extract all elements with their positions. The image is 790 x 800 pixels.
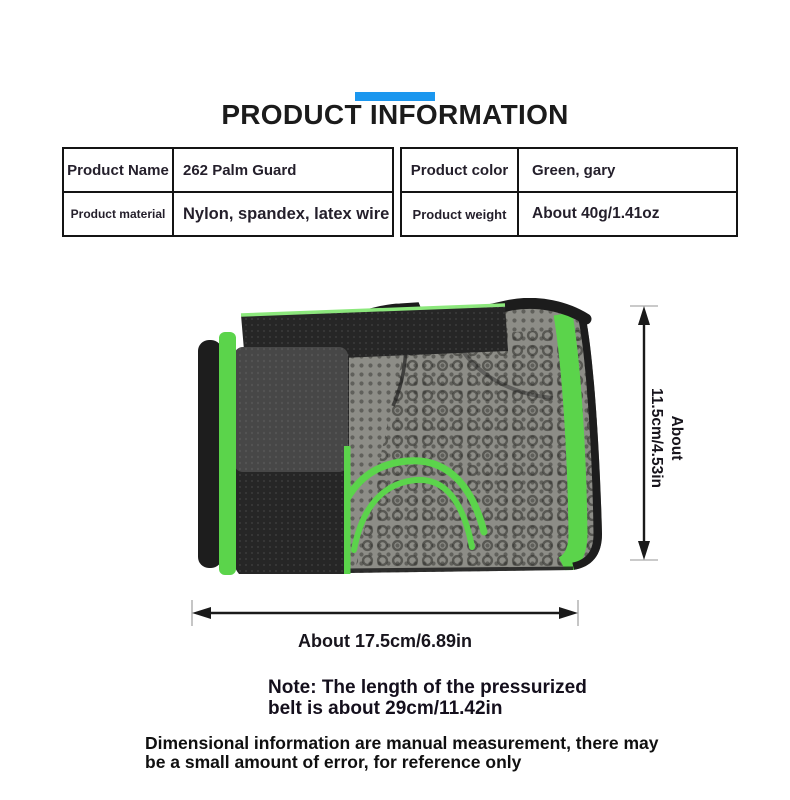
height-label-line1: About [668,415,685,461]
page-title: PRODUCT INFORMATION [221,99,569,130]
arrow-head-left [192,607,211,619]
left-edge-trim [198,340,222,568]
product-name-value: 262 Palm Guard [173,148,393,192]
arrow-head-down [638,541,650,560]
note-line2: belt is about 29cm/11.42in [268,698,503,719]
height-dimension-label [642,378,686,498]
table-row [63,148,393,192]
product-material-label: Product material [63,192,173,236]
width-dimension-arrow [186,599,584,627]
disclaimer-line2: be a small amount of error, for reference only [145,752,522,772]
measurement-disclaimer [145,734,659,772]
table-row [401,192,737,236]
arrow-head-right [559,607,578,619]
note-line1: Note: The length of the pressurized [268,677,587,698]
pressurized-belt-note [268,677,587,719]
bottom-edge-trim [345,570,573,572]
left-green-stripe [219,332,236,575]
strap-edge-green-line [344,446,351,574]
table-row [63,192,393,236]
disclaimer-line1: Dimensional information are manual measurement, there may [145,733,659,753]
product-name-label: Product Name [63,148,173,192]
spec-table-right [400,147,738,237]
product-color-label: Product color [401,148,518,192]
velcro-patch-texture [234,347,348,472]
arrow-head-up [638,306,650,325]
product-weight-value: About 40g/1.41oz [518,192,737,236]
product-weight-label: Product weight [401,192,518,236]
product-photo [195,298,605,578]
width-dimension-label: About 17.5cm/6.89in [297,631,473,651]
height-label-line2: 11.5cm/4.53in [648,388,665,488]
table-row [401,148,737,192]
product-color-value: Green, gary [518,148,737,192]
spec-tables [62,147,738,237]
spec-table-left [62,147,394,237]
product-material-value: Nylon, spandex, latex wire [173,192,393,236]
